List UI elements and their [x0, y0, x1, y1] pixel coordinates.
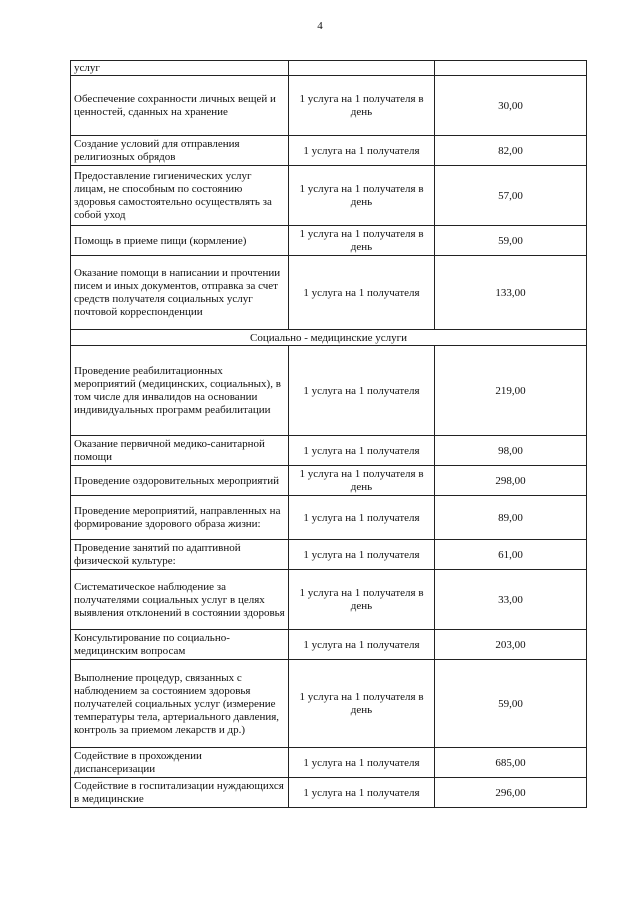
service-price-cell: 57,00 [435, 166, 587, 226]
service-unit-cell: 1 услуга на 1 получателя в день [289, 660, 435, 748]
service-unit-cell: 1 услуга на 1 получателя в день [289, 466, 435, 496]
table-row [71, 630, 587, 660]
service-price-cell [435, 61, 587, 76]
service-price-cell: 33,00 [435, 570, 587, 630]
table-row [71, 136, 587, 166]
section-row [71, 330, 587, 346]
service-price-cell: 219,00 [435, 346, 587, 436]
service-unit-cell: 1 услуга на 1 получателя в день [289, 166, 435, 226]
service-name-cell: Создание условий для отправления религиозных обрядов [71, 136, 289, 166]
table-row [71, 466, 587, 496]
service-unit-cell: 1 услуга на 1 получателя в день [289, 226, 435, 256]
service-price-cell: 61,00 [435, 540, 587, 570]
service-price-cell: 59,00 [435, 226, 587, 256]
table-row [71, 570, 587, 630]
service-price-cell: 296,00 [435, 778, 587, 808]
service-price-cell: 685,00 [435, 748, 587, 778]
service-name-cell: Предоставление гигиенических услуг лицам, не способным по состоянию здоровья самостоятельно осуществлять за собой уход [71, 166, 289, 226]
service-unit-cell: 1 услуга на 1 получателя в день [289, 570, 435, 630]
service-unit-cell: 1 услуга на 1 получателя [289, 436, 435, 466]
service-unit-cell: 1 услуга на 1 получателя [289, 256, 435, 330]
table-row [71, 540, 587, 570]
service-price-cell: 98,00 [435, 436, 587, 466]
service-name-cell: услуг [71, 61, 289, 76]
service-price-cell: 59,00 [435, 660, 587, 748]
table-row [71, 256, 587, 330]
table-row [71, 748, 587, 778]
service-unit-cell: 1 услуга на 1 получателя [289, 496, 435, 540]
table-row [71, 166, 587, 226]
table-row [71, 778, 587, 808]
service-name-cell: Проведение реабилитационных мероприятий (медицинских, социальных), в том числе для инвалидов на основании индивидуальных программ реабилитации [71, 346, 289, 436]
service-name-cell: Консультирование по социально-медицинским вопросам [71, 630, 289, 660]
service-price-cell: 133,00 [435, 256, 587, 330]
table-row [71, 226, 587, 256]
section-heading: Социально - медицинские услуги [71, 330, 587, 346]
service-price-cell: 89,00 [435, 496, 587, 540]
service-unit-cell: 1 услуга на 1 получателя [289, 540, 435, 570]
service-unit-cell: 1 услуга на 1 получателя [289, 748, 435, 778]
service-name-cell: Помощь в приеме пищи (кормление) [71, 226, 289, 256]
table-row [71, 61, 587, 76]
service-price-cell: 298,00 [435, 466, 587, 496]
page-number: 4 [317, 20, 323, 32]
service-name-cell: Проведение занятий по адаптивной физической культуре: [71, 540, 289, 570]
table-row [71, 346, 587, 436]
service-unit-cell: 1 услуга на 1 получателя [289, 136, 435, 166]
table-row [71, 76, 587, 136]
service-name-cell: Оказание первичной медико-санитарной помощи [71, 436, 289, 466]
table-row [71, 660, 587, 748]
service-name-cell: Содействие в прохождении диспансеризации [71, 748, 289, 778]
service-name-cell: Обеспечение сохранности личных вещей и ценностей, сданных на хранение [71, 76, 289, 136]
service-name-cell: Содействие в госпитализации нуждающихся в медицинские [71, 778, 289, 808]
service-unit-cell: 1 услуга на 1 получателя в день [289, 76, 435, 136]
service-name-cell: Выполнение процедур, связанных с наблюдением за состоянием здоровья получателей социальных услуг (измерение температуры тела, артериального давления, контроль за приемом лекарств и др.) [71, 660, 289, 748]
service-unit-cell: 1 услуга на 1 получателя [289, 778, 435, 808]
service-unit-cell: 1 услуга на 1 получателя [289, 630, 435, 660]
service-name-cell: Проведение мероприятий, направленных на формирование здорового образа жизни: [71, 496, 289, 540]
service-unit-cell [289, 61, 435, 76]
table-row [71, 496, 587, 540]
table-row [71, 436, 587, 466]
service-name-cell: Оказание помощи в написании и прочтении писем и иных документов, отправка за счет средств получателя социальных услуг почтовой корреспонденции [71, 256, 289, 330]
services-table [70, 60, 587, 808]
service-name-cell: Проведение оздоровительных мероприятий [71, 466, 289, 496]
service-price-cell: 82,00 [435, 136, 587, 166]
service-price-cell: 30,00 [435, 76, 587, 136]
service-unit-cell: 1 услуга на 1 получателя [289, 346, 435, 436]
service-price-cell: 203,00 [435, 630, 587, 660]
service-name-cell: Систематическое наблюдение за получателями социальных услуг в целях выявления отклонений в состоянии здоровья [71, 570, 289, 630]
